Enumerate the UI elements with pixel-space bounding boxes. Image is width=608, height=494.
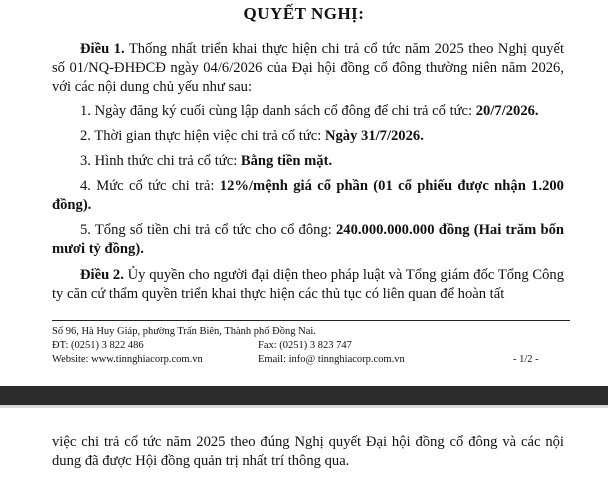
page-separator	[0, 386, 608, 405]
item-2-text: 2. Thời gian thực hiện việc chi trả cổ tức:	[80, 128, 325, 144]
footer-phone: ĐT: (0251) 3 822 486	[52, 340, 144, 351]
item-3	[52, 152, 564, 171]
document-page-2	[0, 408, 608, 494]
footer-divider	[52, 320, 570, 321]
item-5-value: 240.000.000.000 đồng (Hai trăm bốn mươi tỷ đồng).	[52, 222, 564, 257]
item-4-value: 12%/mệnh giá cổ phần (01 cổ phiếu được nhận 1.200 đồng).	[52, 178, 564, 213]
item-2-value: Ngày 31/7/2026.	[324, 128, 424, 144]
article-2-paragraph	[52, 266, 564, 304]
footer-address: Số 96, Hà Huy Giáp, phường Trấn Biên, Thành phố Đồng Nai.	[52, 326, 316, 337]
item-1-text: 1. Ngày đăng ký cuối cùng lập danh sách cổ đông để chi trả cổ tức:	[80, 103, 476, 119]
footer-email: Email: info@ tinnghiacorp.com.vn	[258, 354, 405, 365]
article-1-label: Điều 1.	[80, 41, 125, 57]
continuation-paragraph: việc chi trả cổ tức năm 2025 theo đúng Nghị quyết Đại hội đồng cổ đông và các nội dung đã được Hội đồng quản trị nhất trí thông qua.	[52, 434, 564, 469]
footer-website: Website: www.tinnghiacorp.com.vn	[52, 354, 203, 365]
article-1-paragraph	[52, 40, 564, 97]
resolution-heading: QUYẾT NGHỊ:	[243, 4, 365, 23]
page-number: - 1/2 -	[513, 354, 539, 365]
article-1-text: Thống nhất triển khai thực hiện chi trả cổ tức năm 2025 theo Nghị quyết số 01/NQ-ĐHĐCĐ ngày 04/6/2026 của Đại hội đồng cổ đông thường niên năm 2026, với các nội dung chủ yếu như sau:	[52, 41, 565, 95]
article-2-label: Điều 2.	[80, 267, 124, 283]
item-1-value: 20/7/2026.	[475, 103, 539, 119]
item-5	[52, 221, 564, 259]
item-2	[52, 127, 564, 146]
item-5-text: 5. Tổng số tiền chi trả cổ tức cho cổ đông:	[80, 222, 336, 238]
article-2-text: Ủy quyền cho người đại diện theo pháp luật và Tổng giám đốc Tổng Công ty căn cứ thẩm quyền triển khai thực hiện các thủ tục có liên quan để hoàn tất	[52, 267, 565, 302]
footer-fax: Fax: (0251) 3 823 747	[258, 340, 352, 351]
item-4-text: 4. Mức cổ tức chi trả:	[80, 178, 220, 194]
item-1	[52, 102, 564, 121]
item-3-text: 3. Hình thức chi trả cổ tức:	[80, 153, 241, 169]
item-3-value: Bằng tiền mặt.	[240, 153, 333, 169]
item-4	[52, 177, 564, 215]
